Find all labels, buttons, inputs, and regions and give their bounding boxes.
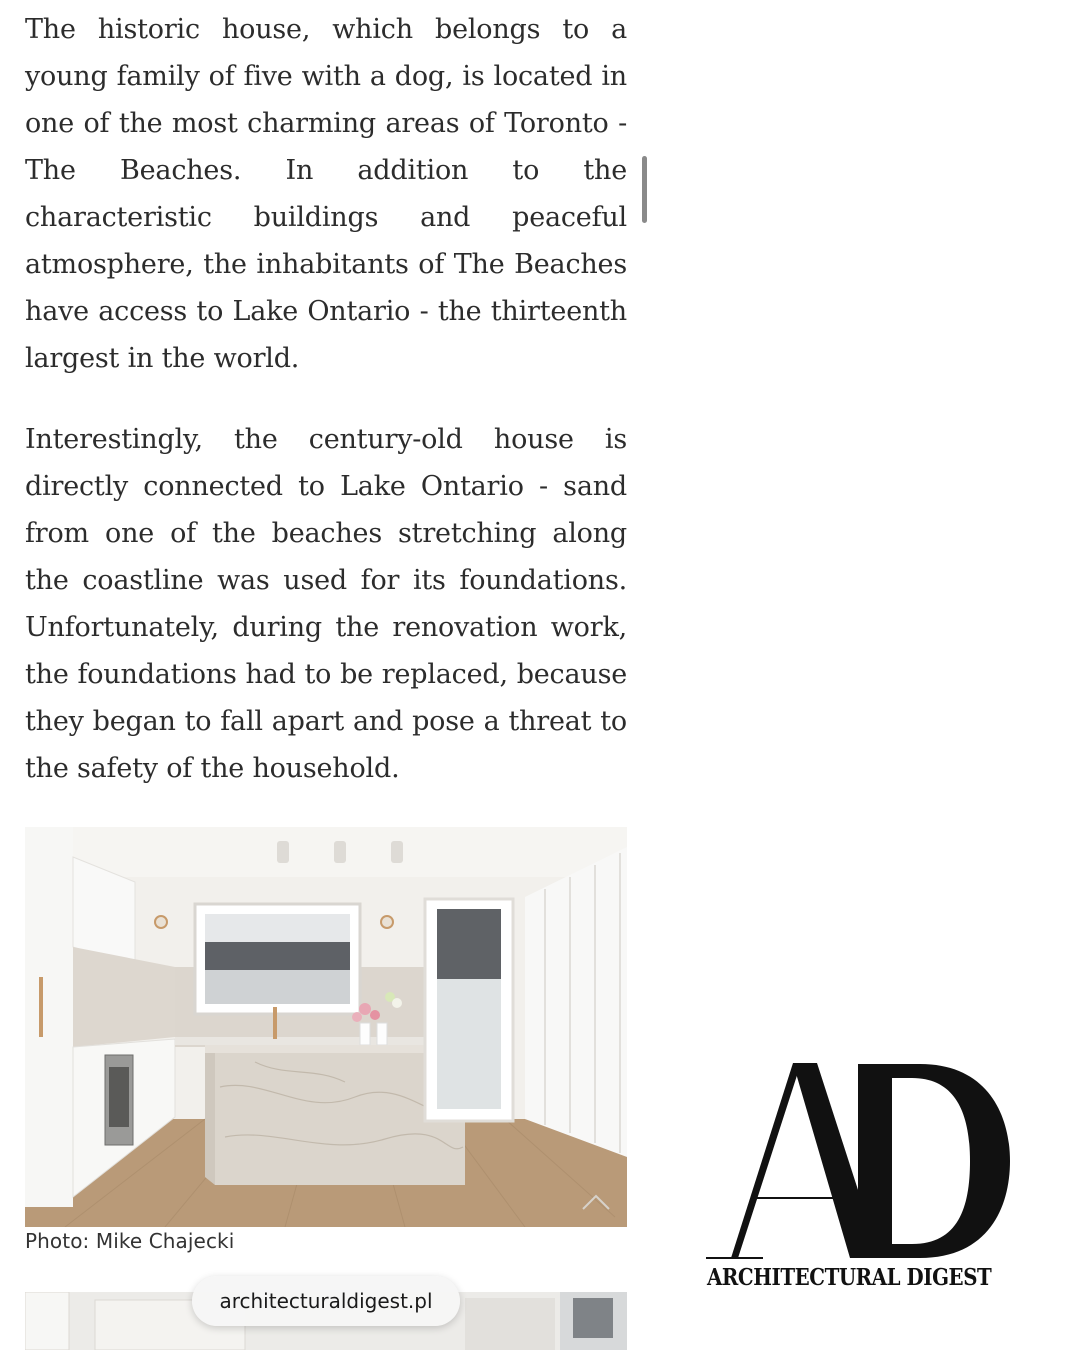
ad-wordmark: ARCHITECTURAL DIGEST (707, 1264, 992, 1291)
photo-caption: Photo: Mike Chajecki (25, 1229, 235, 1253)
article-paragraph-2: Interestingly, the century-old house is directly connected to Lake Ontario - sand from one of the beaches stretching along the coastline was used for its foundations. Unfortunately, during the renovation work, the foundations had to be replaced, because they began to fall apart and pose a threat to the safety of the household. (25, 424, 627, 784)
scroll-indicator[interactable] (642, 156, 647, 223)
article-body (25, 6, 627, 792)
kitchen-photo[interactable] (25, 827, 627, 1227)
browser-url-pill[interactable]: architecturaldigest.pl (192, 1276, 460, 1326)
kitchen-illustration (25, 827, 627, 1227)
ad-logo (700, 1058, 1020, 1298)
article-paragraph-1: The historic house, which belongs to a young family of five with a dog, is located in one of the most charming areas of Toronto - The Beaches. In addition to the characteristic buildings and peaceful atmosphere, the inhabitants of The Beaches have access to Lake Ontario - the thirteenth largest in the world. (25, 14, 627, 374)
